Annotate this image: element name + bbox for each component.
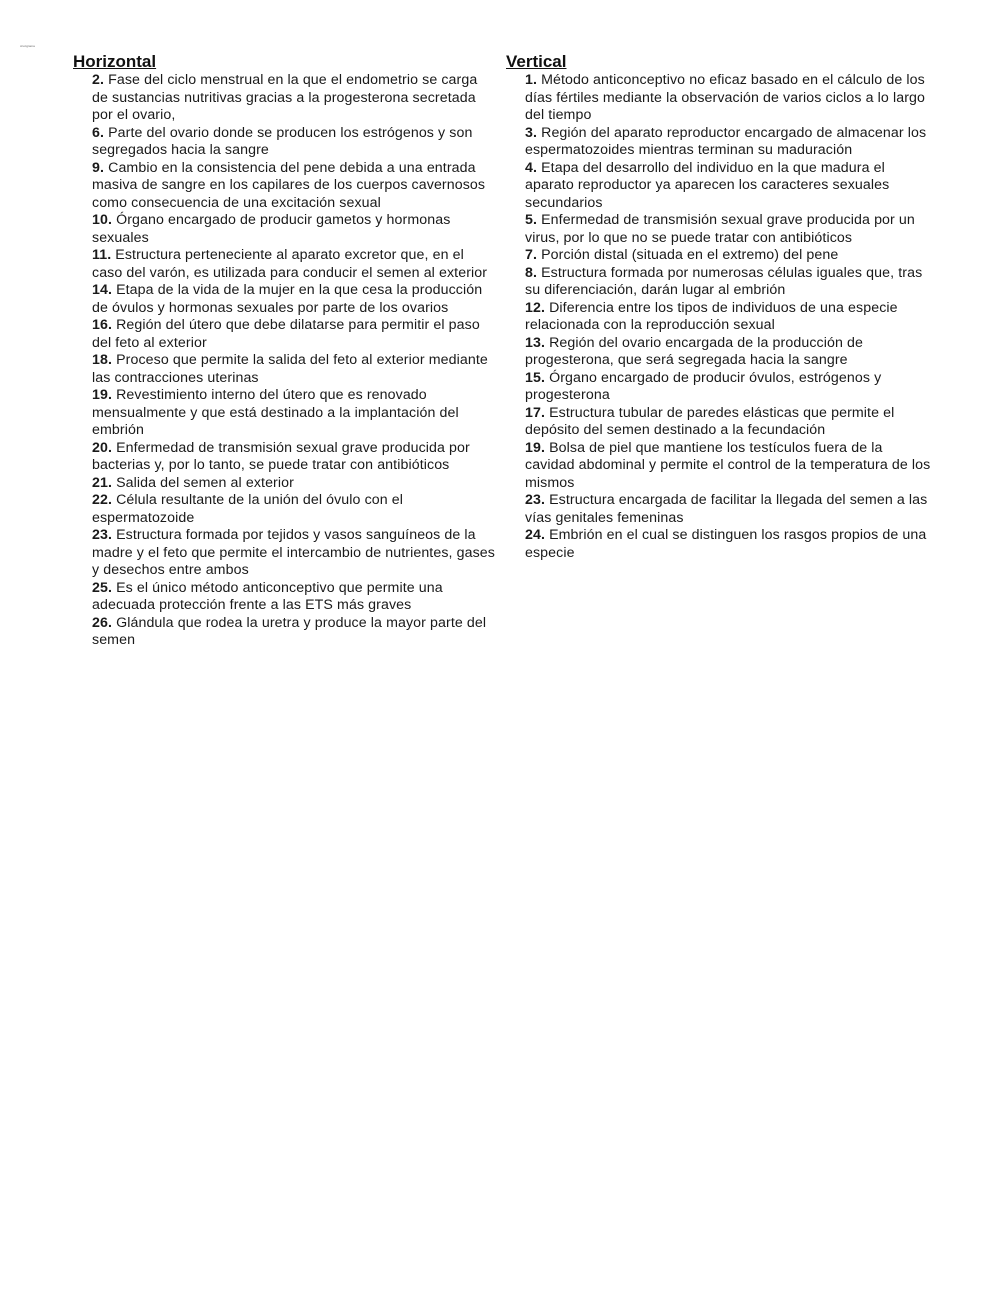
clue-item xyxy=(92,475,495,493)
clue-text: Embrión en el cual se distinguen los rasgos propios de una especie xyxy=(525,527,927,561)
clue-text: Porción distal (situada en el extremo) del pene xyxy=(541,247,839,263)
clue-text: Parte del ovario donde se producen los estrógenos y son segregados hacia la sangre xyxy=(92,124,473,158)
clue-number: 5. xyxy=(525,212,538,228)
clue-item xyxy=(92,387,495,440)
clue-number: 26. xyxy=(92,614,113,631)
clue-number: 15. xyxy=(525,369,546,386)
clue-number: 19. xyxy=(92,387,113,403)
clue-text: Salida del semen al exterior xyxy=(116,474,294,491)
clue-item xyxy=(92,125,495,160)
horizontal-heading: Horizontal xyxy=(73,52,157,71)
clue-text: Método anticonceptivo no eficaz basado en el cálculo de los días fértiles mediante la observación de varios ciclos a lo largo del tiempo xyxy=(525,72,926,123)
clue-item xyxy=(525,125,931,160)
clue-text: Fase del ciclo menstrual en la que el endometrio se carga de sustancias nutritivas gracias a la progesterona secretada por el ovario, xyxy=(92,72,478,123)
clue-number: 1. xyxy=(525,72,538,88)
clue-item xyxy=(92,440,495,475)
clue-number: 17. xyxy=(525,404,546,421)
vertical-heading: Vertical xyxy=(506,52,567,71)
clue-item xyxy=(525,492,931,527)
clue-text: Diferencia entre los tipos de individuos de una especie relacionada con la reproducción sexual xyxy=(525,299,898,333)
clue-item xyxy=(92,615,495,650)
clue-number: 3. xyxy=(525,124,538,141)
clue-item xyxy=(525,370,931,405)
clue-text: Es el único método anticonceptivo que permite una adecuada protección frente a las ETS más graves xyxy=(92,579,443,613)
horizontal-clues-column xyxy=(73,52,495,650)
clue-item xyxy=(525,265,931,300)
clue-number: 8. xyxy=(525,264,538,281)
clue-item xyxy=(525,405,931,440)
clue-item xyxy=(92,352,495,387)
clue-number: 11. xyxy=(92,247,112,263)
clue-number: 24. xyxy=(525,527,546,543)
vertical-clue-list xyxy=(506,72,931,562)
horizontal-clue-list xyxy=(73,72,495,650)
clue-number: 7. xyxy=(525,247,538,263)
clue-text: Proceso que permite la salida del feto al exterior mediante las contracciones uterinas xyxy=(92,352,488,386)
clue-item xyxy=(525,440,931,493)
clue-text: Cambio en la consistencia del pene debida a una entrada masiva de sangre en los capilares de los cuerpos cavernosos como consecuencia de una excitación sexual xyxy=(92,159,486,211)
clue-number: 23. xyxy=(92,527,113,543)
clue-text: Bolsa de piel que mantiene los testículos fuera de la cavidad abdominal y permite el control de la temperatura de los mismos xyxy=(525,439,931,491)
clue-text: Estructura formada por numerosas células iguales que, tras su diferenciación, darán lugar al embrión xyxy=(525,264,923,298)
clue-number: 9. xyxy=(92,159,105,176)
clue-number: 18. xyxy=(92,352,113,368)
clue-number: 6. xyxy=(92,124,105,141)
clue-text: Región del aparato reproductor encargado de almacenar los espermatozoides mientras terminan su maduración xyxy=(525,124,927,158)
clue-text: Glándula que rodea la uretra y produce la mayor parte del semen xyxy=(92,614,487,648)
clue-text: Célula resultante de la unión del óvulo con el espermatozoide xyxy=(92,492,404,526)
clue-item xyxy=(92,527,495,580)
clue-text: Órgano encargado de producir gametos y hormonas sexuales xyxy=(92,212,451,246)
vertical-clues-column xyxy=(506,52,931,562)
clue-text: Región del útero que debe dilatarse para permitir el paso del feto al exterior xyxy=(92,317,480,351)
clue-item xyxy=(92,247,495,282)
clue-text: Estructura tubular de paredes elásticas que permite el depósito del semen destinado a la fecundación xyxy=(525,404,895,438)
clue-item xyxy=(92,492,495,527)
clue-number: 4. xyxy=(525,159,538,176)
clue-item xyxy=(525,212,931,247)
clue-item xyxy=(525,300,931,335)
clue-text: Estructura perteneciente al aparato excretor que, en el caso del varón, es utilizada para conducir el semen al exterior xyxy=(92,247,488,281)
clue-number: 10. xyxy=(92,212,113,228)
clue-item xyxy=(525,160,931,213)
clue-number: 14. xyxy=(92,282,113,298)
clue-item xyxy=(92,72,495,125)
clue-number: 25. xyxy=(92,579,113,596)
clue-text: Enfermedad de transmisión sexual grave producida por bacterias y, por lo tanto, se puede tratar con antibióticos xyxy=(92,439,470,473)
clue-number: 19. xyxy=(525,439,546,456)
clue-text: Etapa del desarrollo del individuo en la que madura el aparato reproductor ya aparecen los caracteres sexuales secundarios xyxy=(525,159,890,211)
clue-item xyxy=(525,72,931,125)
clue-text: Órgano encargado de producir óvulos, estrógenos y progesterona xyxy=(525,369,882,403)
clue-text: Enfermedad de transmisión sexual grave producida por un virus, por lo que no se puede tratar con antibióticos xyxy=(525,212,915,246)
clue-number: 13. xyxy=(525,334,546,351)
clue-number: 23. xyxy=(525,492,546,508)
clue-number: 2. xyxy=(92,72,105,88)
clue-text: Etapa de la vida de la mujer en la que cesa la producción de óvulos y hormonas sexuales por parte de los ovarios xyxy=(92,282,483,316)
clue-item xyxy=(92,282,495,317)
clue-item xyxy=(525,247,931,265)
clue-text: Estructura encargada de facilitar la llegada del semen a las vías genitales femeninas xyxy=(525,492,928,526)
clue-number: 20. xyxy=(92,439,113,456)
clue-item xyxy=(525,527,931,562)
clue-number: 12. xyxy=(525,299,546,316)
clue-item xyxy=(92,317,495,352)
clue-item xyxy=(92,580,495,615)
clue-text: Estructura formada por tejidos y vasos sanguíneos de la madre y el feto que permite el intercambio de nutrientes, gases y desechos entre ambos xyxy=(92,527,495,578)
clue-number: 16. xyxy=(92,317,113,333)
clue-number: 22. xyxy=(92,492,113,508)
clue-item xyxy=(92,212,495,247)
clue-text: Revestimiento interno del útero que es renovado mensualmente y que está destinado a la implantación del embrión xyxy=(92,387,459,438)
clue-text: Región del ovario encargada de la producción de progesterona, que será segregada hacia la sangre xyxy=(525,334,863,368)
clue-item xyxy=(92,160,495,213)
clue-number: 21. xyxy=(92,474,113,491)
clue-item xyxy=(525,335,931,370)
corner-mark: crucigrama xyxy=(20,44,35,48)
